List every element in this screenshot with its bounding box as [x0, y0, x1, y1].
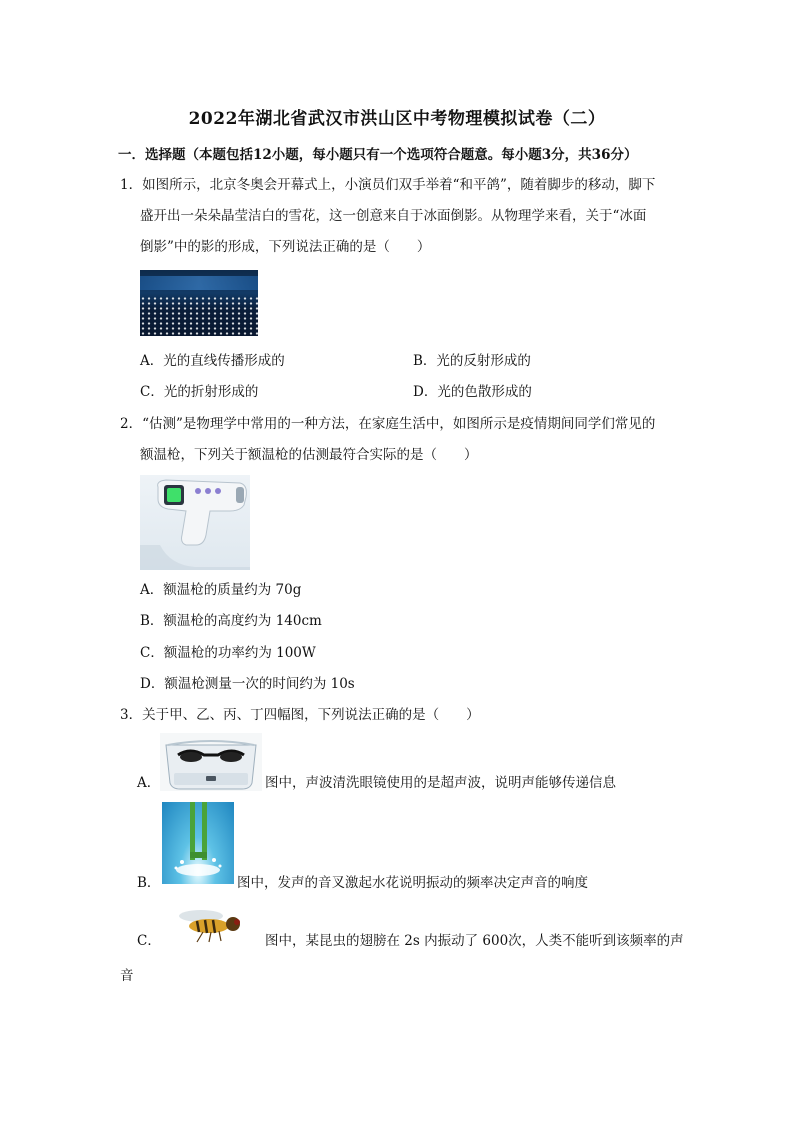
ultrasonic-cleaner-image: [160, 733, 262, 791]
option-d[interactable]: D．额温枪测量一次的时间约为 10s: [140, 676, 355, 692]
thermometer-gun-image: [140, 475, 250, 570]
option-b-text[interactable]: 图中，发声的音叉激起水花说明振动的频率决定声音的响度: [237, 875, 588, 891]
question-text-line: 3．关于甲、乙、丙、丁四幅图，下列说法正确的是（ ）: [120, 707, 480, 723]
option-c-text[interactable]: 图中，某昆虫的翅膀在 2s 内振动了 600次，人类不能听到该频率的声: [265, 933, 684, 949]
option-a[interactable]: A．额温枪的质量约为 70g: [140, 582, 302, 598]
question-text-line: 盛开出一朵朵晶莹洁白的雪花，这一创意来自于冰面倒影。从物理学来看，关于“冰面: [140, 208, 647, 224]
question-text-line: 额温枪，下列关于额温枪的估测最符合实际的是（ ）: [140, 447, 478, 463]
tuning-fork-water-image: [162, 802, 234, 884]
option-b[interactable]: B．光的反射形成的: [413, 353, 531, 369]
page-title: 2022年湖北省武汉市洪山区中考物理模拟试卷（二）: [188, 109, 606, 129]
option-a-label[interactable]: A．: [137, 775, 161, 791]
opening-ceremony-image: [140, 270, 258, 336]
option-a-text[interactable]: 图中，声波清洗眼镜使用的是超声波，说明声能够传递信息: [265, 775, 616, 791]
option-c[interactable]: C．额温枪的功率约为 100W: [140, 645, 316, 661]
option-c[interactable]: C．光的折射形成的: [140, 384, 259, 400]
option-b[interactable]: B．额温枪的高度约为 140cm: [140, 613, 322, 629]
option-c-label[interactable]: C．: [137, 933, 161, 949]
question-text-line: 倒影”中的影的形成，下列说法正确的是（ ）: [140, 239, 431, 255]
question-text-line: 1．如图所示，北京冬奥会开幕式上，小演员们双手举着“和平鸽”，随着脚步的移动，脚下: [120, 177, 656, 193]
section-heading: 一．选择题（本题包括12小题，每小题只有一个选项符合题意。每小题3分，共36分）: [118, 147, 638, 163]
question-text-line: 2．“估测”是物理学中常用的一种方法，在家庭生活中，如图所示是疫情期间同学们常见的: [120, 416, 656, 432]
option-b-label[interactable]: B．: [137, 875, 161, 891]
insect-image: [163, 904, 251, 944]
option-a[interactable]: A．光的直线传播形成的: [140, 353, 285, 369]
option-d[interactable]: D．光的色散形成的: [413, 384, 532, 400]
option-c-continuation: 音: [120, 968, 134, 984]
